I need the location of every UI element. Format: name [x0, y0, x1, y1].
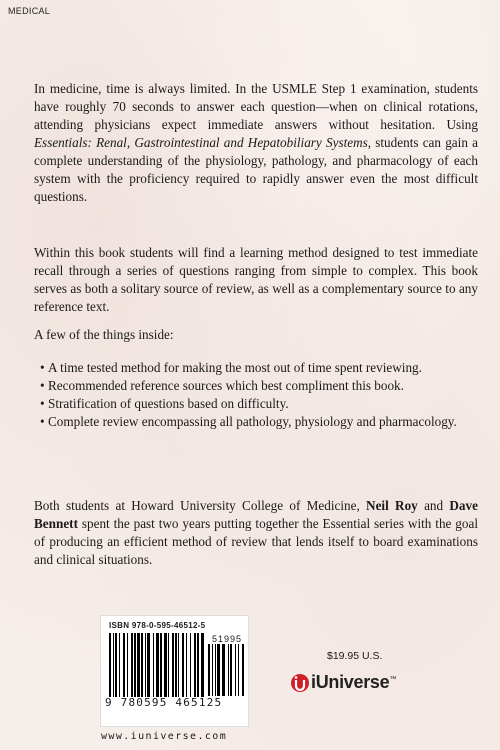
- barcode-bar: [230, 644, 232, 696]
- inside-heading: A few of the things inside:: [34, 327, 174, 342]
- book-price: $19.95 U.S.: [327, 650, 383, 662]
- barcode-bar: [141, 633, 143, 697]
- publisher-name: [311, 672, 396, 693]
- barcode-bar: [201, 633, 204, 697]
- authors-text-1: Both students at Howard University College of Medicine,: [34, 498, 367, 513]
- publisher-website[interactable]: www.iuniverse.com: [101, 731, 228, 742]
- publisher-name-text: iUniverse: [311, 672, 390, 692]
- barcode-icon: [109, 633, 205, 697]
- authors-text-2: spent the past two years putting together the Essential series with the goal of producing an efficient method of review that lends itself to board examinations and clinical situations.: [34, 516, 478, 567]
- book-title: Essentials: Renal, Gastrointestinal and Hepatobiliary Systems: [34, 135, 368, 150]
- isbn-digits: 9 780595 465125: [105, 696, 223, 709]
- authors-paragraph: [34, 497, 478, 569]
- intro-text-after: , students can gain a complete understanding of the physiology, pathology, and pharmacology of each system with the proficiency required to rapidly answer even the most difficult questions.: [34, 135, 478, 204]
- feature-item: • Complete review encompassing all pathology, physiology and pharmacology.: [40, 413, 480, 431]
- barcode-bar: [145, 633, 146, 697]
- barcode-bar: [186, 633, 187, 697]
- barcode-bar: [109, 633, 111, 697]
- intro-paragraph: [34, 80, 478, 206]
- barcode-bar: [168, 633, 169, 697]
- author-neil-roy: Neil Roy: [366, 498, 418, 513]
- barcode-bar: [197, 633, 199, 697]
- barcode-bar: [242, 644, 244, 696]
- intro-text-before: In medicine, time is always limited. In the USMLE Step 1 examination, students have roughly 70 seconds to answer each question—when on clinical rotations, attending physicians expect immediate answers without hesitation. Using: [34, 81, 478, 132]
- authors-and: and: [417, 498, 450, 513]
- barcode-bar: [123, 633, 125, 697]
- barcode-bar: [153, 633, 154, 697]
- barcode-bar: [235, 644, 236, 696]
- barcode-bar: [212, 644, 213, 696]
- barcode-bar: [131, 633, 133, 697]
- barcode-addon-icon: [208, 644, 244, 696]
- barcode-bar: [238, 644, 239, 696]
- barcode-bar: [113, 633, 114, 697]
- price-code: 51995: [211, 634, 242, 644]
- barcode-bar: [194, 633, 196, 697]
- features-list: [40, 359, 480, 431]
- trademark-symbol: ™: [389, 676, 397, 683]
- isbn-barcode: [100, 615, 249, 727]
- feature-item: • Stratification of questions based on difficulty.: [40, 395, 480, 413]
- method-paragraph: Within this book students will find a learning method designed to test immediate recall through a series of questions ranging from simple to complex. This book serves as both a solitary source of review, as well as a complementary source to any reference text.: [34, 245, 478, 314]
- category-label: MEDICAL: [8, 6, 51, 16]
- barcode-bar: [147, 633, 150, 697]
- barcode-bar: [215, 644, 216, 696]
- barcode-bar: [208, 644, 210, 696]
- barcode-bar: [222, 644, 225, 696]
- barcode-bar: [182, 633, 184, 697]
- barcode-bar: [127, 633, 128, 697]
- barcode-bar: [115, 633, 117, 697]
- barcode-bar: [134, 633, 136, 697]
- barcode-bar: [119, 633, 120, 697]
- barcode-bar: [172, 633, 174, 697]
- barcode-bar: [175, 633, 177, 697]
- barcode-bar: [178, 633, 179, 697]
- publisher-logo: [290, 672, 396, 693]
- barcode-bar: [228, 644, 229, 696]
- isbn-label: ISBN 978-0-595-46512-5: [109, 621, 206, 630]
- barcode-bar: [137, 633, 140, 697]
- barcode-bar: [164, 633, 167, 697]
- barcode-bar: [190, 633, 191, 697]
- iuniverse-logo-icon: [290, 673, 310, 693]
- author-dave-bennett: Dave Bennett: [34, 498, 478, 531]
- feature-item: • Recommended reference sources which best compliment this book.: [40, 377, 480, 395]
- barcode-bar: [217, 644, 220, 696]
- feature-item: • A time tested method for making the most out of time spent reviewing.: [40, 359, 480, 377]
- barcode-bar: [160, 633, 162, 697]
- barcode-bar: [156, 633, 159, 697]
